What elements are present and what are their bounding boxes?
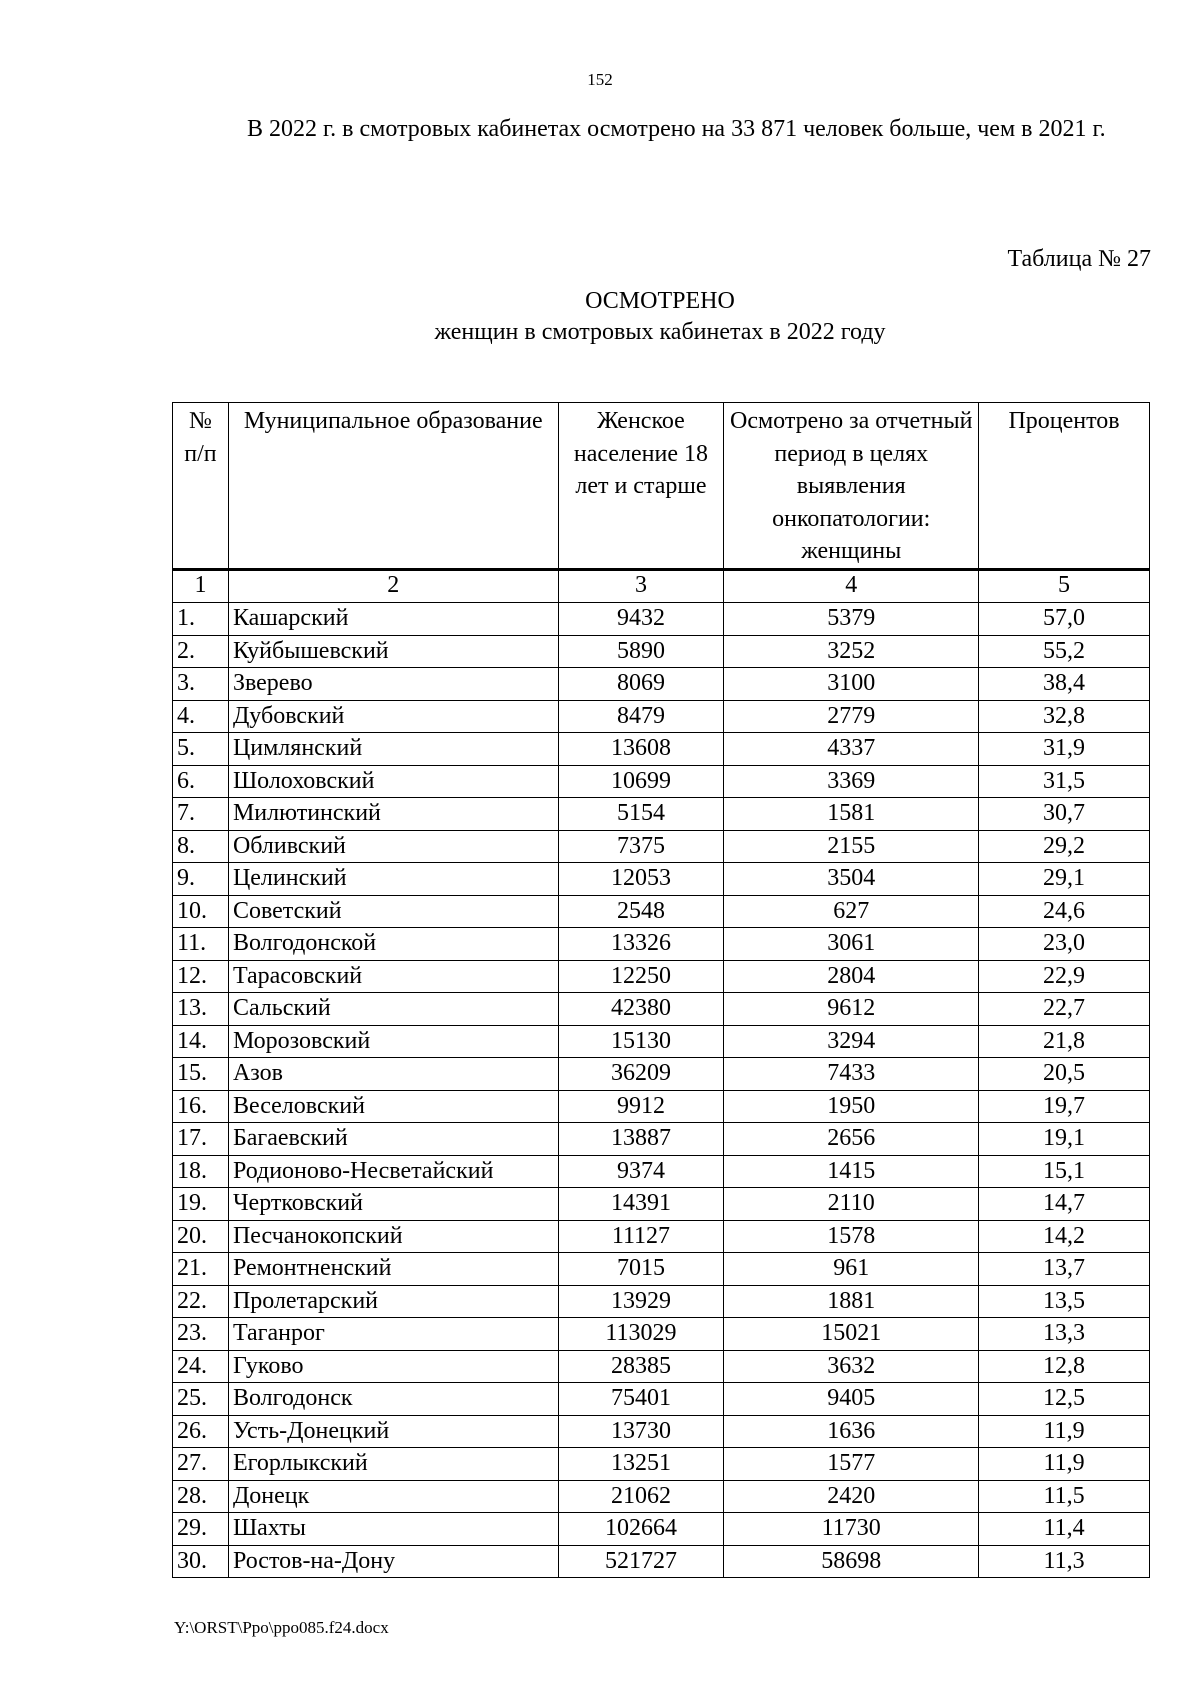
municipality-cell: Шахты xyxy=(228,1513,558,1546)
row-number-cell: 27. xyxy=(173,1448,229,1481)
percent-cell: 20,5 xyxy=(979,1058,1150,1091)
table-row xyxy=(173,765,1150,798)
table-row xyxy=(173,1513,1150,1546)
table-row xyxy=(173,700,1150,733)
examined-cell: 961 xyxy=(724,1253,979,1286)
municipality-cell: Целинский xyxy=(228,863,558,896)
table-row xyxy=(173,895,1150,928)
table-row xyxy=(173,1285,1150,1318)
population-cell: 2548 xyxy=(558,895,724,928)
population-cell: 102664 xyxy=(558,1513,724,1546)
examined-cell: 1415 xyxy=(724,1155,979,1188)
examined-cell: 3061 xyxy=(724,928,979,961)
population-cell: 12250 xyxy=(558,960,724,993)
header-col-examined: Осмотрено за отчетный период в целях выявления онкопатологии: женщины xyxy=(724,403,979,570)
municipality-cell: Дубовский xyxy=(228,700,558,733)
municipality-cell: Пролетарский xyxy=(228,1285,558,1318)
population-cell: 13326 xyxy=(558,928,724,961)
municipality-cell: Гуково xyxy=(228,1350,558,1383)
row-number-cell: 24. xyxy=(173,1350,229,1383)
population-cell: 8479 xyxy=(558,700,724,733)
row-number-cell: 29. xyxy=(173,1513,229,1546)
municipality-cell: Обливский xyxy=(228,830,558,863)
examined-cell: 58698 xyxy=(724,1545,979,1578)
table-label: Таблица № 27 xyxy=(1007,246,1151,272)
table-heading-line1: ОСМОТРЕНО xyxy=(585,288,735,314)
row-number-cell: 26. xyxy=(173,1415,229,1448)
population-cell: 9432 xyxy=(558,603,724,636)
examined-cell: 9612 xyxy=(724,993,979,1026)
row-number-cell: 12. xyxy=(173,960,229,993)
footer-file-path: Y:\ORST\Ppo\ppo085.f24.docx xyxy=(174,1618,389,1637)
examined-cell: 15021 xyxy=(724,1318,979,1351)
column-number: 2 xyxy=(228,569,558,603)
row-number-cell: 5. xyxy=(173,733,229,766)
row-number-cell: 13. xyxy=(173,993,229,1026)
municipality-cell: Куйбышевский xyxy=(228,635,558,668)
examined-cell: 2779 xyxy=(724,700,979,733)
population-cell: 13608 xyxy=(558,733,724,766)
table-row xyxy=(173,1188,1150,1221)
examined-cell: 1636 xyxy=(724,1415,979,1448)
municipality-cell: Милютинский xyxy=(228,798,558,831)
percent-cell: 12,8 xyxy=(979,1350,1150,1383)
row-number-cell: 4. xyxy=(173,700,229,733)
examined-cell: 3100 xyxy=(724,668,979,701)
percent-cell: 14,2 xyxy=(979,1220,1150,1253)
table-row xyxy=(173,1090,1150,1123)
percent-cell: 13,3 xyxy=(979,1318,1150,1351)
table-row xyxy=(173,1058,1150,1091)
municipality-cell: Сальский xyxy=(228,993,558,1026)
row-number-cell: 7. xyxy=(173,798,229,831)
municipality-cell: Ремонтненский xyxy=(228,1253,558,1286)
population-cell: 8069 xyxy=(558,668,724,701)
municipality-cell: Цимлянский xyxy=(228,733,558,766)
municipality-cell: Волгодонской xyxy=(228,928,558,961)
population-cell: 12053 xyxy=(558,863,724,896)
municipality-cell: Шолоховский xyxy=(228,765,558,798)
examined-cell: 3632 xyxy=(724,1350,979,1383)
population-cell: 5154 xyxy=(558,798,724,831)
percent-cell: 23,0 xyxy=(979,928,1150,961)
percent-cell: 11,4 xyxy=(979,1513,1150,1546)
table-row xyxy=(173,1448,1150,1481)
population-cell: 13730 xyxy=(558,1415,724,1448)
population-cell: 28385 xyxy=(558,1350,724,1383)
examined-cell: 2110 xyxy=(724,1188,979,1221)
row-number-cell: 11. xyxy=(173,928,229,961)
examined-cell: 627 xyxy=(724,895,979,928)
table-row xyxy=(173,798,1150,831)
population-cell: 75401 xyxy=(558,1383,724,1416)
data-table xyxy=(172,402,1150,1578)
column-number: 1 xyxy=(173,569,229,603)
row-number-cell: 21. xyxy=(173,1253,229,1286)
percent-cell: 31,5 xyxy=(979,765,1150,798)
municipality-cell: Азов xyxy=(228,1058,558,1091)
municipality-cell: Советский xyxy=(228,895,558,928)
population-cell: 13887 xyxy=(558,1123,724,1156)
percent-cell: 57,0 xyxy=(979,603,1150,636)
row-number-cell: 23. xyxy=(173,1318,229,1351)
population-cell: 5890 xyxy=(558,635,724,668)
table-row xyxy=(173,603,1150,636)
percent-cell: 29,2 xyxy=(979,830,1150,863)
table-row xyxy=(173,733,1150,766)
percent-cell: 11,9 xyxy=(979,1448,1150,1481)
row-number-cell: 9. xyxy=(173,863,229,896)
table-row xyxy=(173,668,1150,701)
table-row xyxy=(173,1383,1150,1416)
examined-cell: 1577 xyxy=(724,1448,979,1481)
row-number-cell: 14. xyxy=(173,1025,229,1058)
table-row xyxy=(173,1123,1150,1156)
population-cell: 13251 xyxy=(558,1448,724,1481)
percent-cell: 11,9 xyxy=(979,1415,1150,1448)
municipality-cell: Тарасовский xyxy=(228,960,558,993)
percent-cell: 13,5 xyxy=(979,1285,1150,1318)
percent-cell: 30,7 xyxy=(979,798,1150,831)
population-cell: 9912 xyxy=(558,1090,724,1123)
table-row xyxy=(173,1025,1150,1058)
municipality-cell: Чертковский xyxy=(228,1188,558,1221)
row-number-cell: 6. xyxy=(173,765,229,798)
percent-cell: 38,4 xyxy=(979,668,1150,701)
population-cell: 113029 xyxy=(558,1318,724,1351)
table-heading-line2: женщин в смотровых кабинетах в 2022 году xyxy=(434,319,886,345)
row-number-cell: 17. xyxy=(173,1123,229,1156)
population-cell: 36209 xyxy=(558,1058,724,1091)
table-row xyxy=(173,863,1150,896)
row-number-cell: 16. xyxy=(173,1090,229,1123)
percent-cell: 11,5 xyxy=(979,1480,1150,1513)
header-col-population: Женское население 18 лет и старше xyxy=(558,403,724,570)
header-col-municipality: Муниципальное образование xyxy=(228,403,558,570)
percent-cell: 19,1 xyxy=(979,1123,1150,1156)
population-cell: 13929 xyxy=(558,1285,724,1318)
column-number-row xyxy=(173,569,1150,603)
table-row xyxy=(173,960,1150,993)
examined-cell: 1881 xyxy=(724,1285,979,1318)
intro-paragraph xyxy=(174,112,1151,147)
examined-cell: 3294 xyxy=(724,1025,979,1058)
examined-cell: 1581 xyxy=(724,798,979,831)
population-cell: 521727 xyxy=(558,1545,724,1578)
municipality-cell: Багаевский xyxy=(228,1123,558,1156)
examined-cell: 1578 xyxy=(724,1220,979,1253)
row-number-cell: 15. xyxy=(173,1058,229,1091)
population-cell: 7375 xyxy=(558,830,724,863)
municipality-cell: Песчанокопский xyxy=(228,1220,558,1253)
examined-cell: 11730 xyxy=(724,1513,979,1546)
column-number: 5 xyxy=(979,569,1150,603)
percent-cell: 22,9 xyxy=(979,960,1150,993)
municipality-cell: Волгодонск xyxy=(228,1383,558,1416)
header-col-number: № п/п xyxy=(173,403,229,570)
population-cell: 42380 xyxy=(558,993,724,1026)
row-number-cell: 8. xyxy=(173,830,229,863)
population-cell: 21062 xyxy=(558,1480,724,1513)
examined-cell: 1950 xyxy=(724,1090,979,1123)
examined-cell: 9405 xyxy=(724,1383,979,1416)
municipality-cell: Егорлыкский xyxy=(228,1448,558,1481)
percent-cell: 12,5 xyxy=(979,1383,1150,1416)
percent-cell: 29,1 xyxy=(979,863,1150,896)
population-cell: 9374 xyxy=(558,1155,724,1188)
municipality-cell: Зверево xyxy=(228,668,558,701)
percent-cell: 14,7 xyxy=(979,1188,1150,1221)
table-row xyxy=(173,1318,1150,1351)
row-number-cell: 10. xyxy=(173,895,229,928)
row-number-cell: 2. xyxy=(173,635,229,668)
table-row xyxy=(173,1253,1150,1286)
examined-cell: 2155 xyxy=(724,830,979,863)
municipality-cell: Веселовский xyxy=(228,1090,558,1123)
municipality-cell: Родионово-Несветайский xyxy=(228,1155,558,1188)
page-number: 152 xyxy=(587,70,613,89)
column-number: 4 xyxy=(724,569,979,603)
municipality-cell: Морозовский xyxy=(228,1025,558,1058)
examined-cell: 3252 xyxy=(724,635,979,668)
population-cell: 15130 xyxy=(558,1025,724,1058)
examined-cell: 4337 xyxy=(724,733,979,766)
population-cell: 14391 xyxy=(558,1188,724,1221)
municipality-cell: Кашарский xyxy=(228,603,558,636)
examined-cell: 5379 xyxy=(724,603,979,636)
row-number-cell: 3. xyxy=(173,668,229,701)
table-row xyxy=(173,1155,1150,1188)
examined-cell: 3504 xyxy=(724,863,979,896)
table-row xyxy=(173,993,1150,1026)
table-row xyxy=(173,1350,1150,1383)
percent-cell: 22,7 xyxy=(979,993,1150,1026)
percent-cell: 15,1 xyxy=(979,1155,1150,1188)
table-row xyxy=(173,928,1150,961)
percent-cell: 11,3 xyxy=(979,1545,1150,1578)
population-cell: 7015 xyxy=(558,1253,724,1286)
column-number: 3 xyxy=(558,569,724,603)
row-number-cell: 1. xyxy=(173,603,229,636)
municipality-cell: Донецк xyxy=(228,1480,558,1513)
row-number-cell: 28. xyxy=(173,1480,229,1513)
municipality-cell: Ростов-на-Дону xyxy=(228,1545,558,1578)
municipality-cell: Таганрог xyxy=(228,1318,558,1351)
table-row xyxy=(173,1415,1150,1448)
header-col-percent: Процентов xyxy=(979,403,1150,570)
table-row xyxy=(173,1545,1150,1578)
population-cell: 10699 xyxy=(558,765,724,798)
percent-cell: 55,2 xyxy=(979,635,1150,668)
table-header-row xyxy=(173,403,1150,570)
row-number-cell: 19. xyxy=(173,1188,229,1221)
municipality-cell: Усть-Донецкий xyxy=(228,1415,558,1448)
table-row xyxy=(173,1480,1150,1513)
examined-cell: 2656 xyxy=(724,1123,979,1156)
percent-cell: 32,8 xyxy=(979,700,1150,733)
row-number-cell: 25. xyxy=(173,1383,229,1416)
row-number-cell: 18. xyxy=(173,1155,229,1188)
table-row xyxy=(173,830,1150,863)
examined-cell: 2420 xyxy=(724,1480,979,1513)
examined-cell: 7433 xyxy=(724,1058,979,1091)
examined-cell: 2804 xyxy=(724,960,979,993)
percent-cell: 19,7 xyxy=(979,1090,1150,1123)
percent-cell: 31,9 xyxy=(979,733,1150,766)
table-row xyxy=(173,635,1150,668)
intro-text: В 2022 г. в смотровых кабинетах осмотрено на 33 871 человек больше, чем в 2021 г. xyxy=(247,116,1106,142)
table-row xyxy=(173,1220,1150,1253)
percent-cell: 21,8 xyxy=(979,1025,1150,1058)
row-number-cell: 22. xyxy=(173,1285,229,1318)
row-number-cell: 20. xyxy=(173,1220,229,1253)
population-cell: 11127 xyxy=(558,1220,724,1253)
percent-cell: 24,6 xyxy=(979,895,1150,928)
row-number-cell: 30. xyxy=(173,1545,229,1578)
examined-cell: 3369 xyxy=(724,765,979,798)
percent-cell: 13,7 xyxy=(979,1253,1150,1286)
